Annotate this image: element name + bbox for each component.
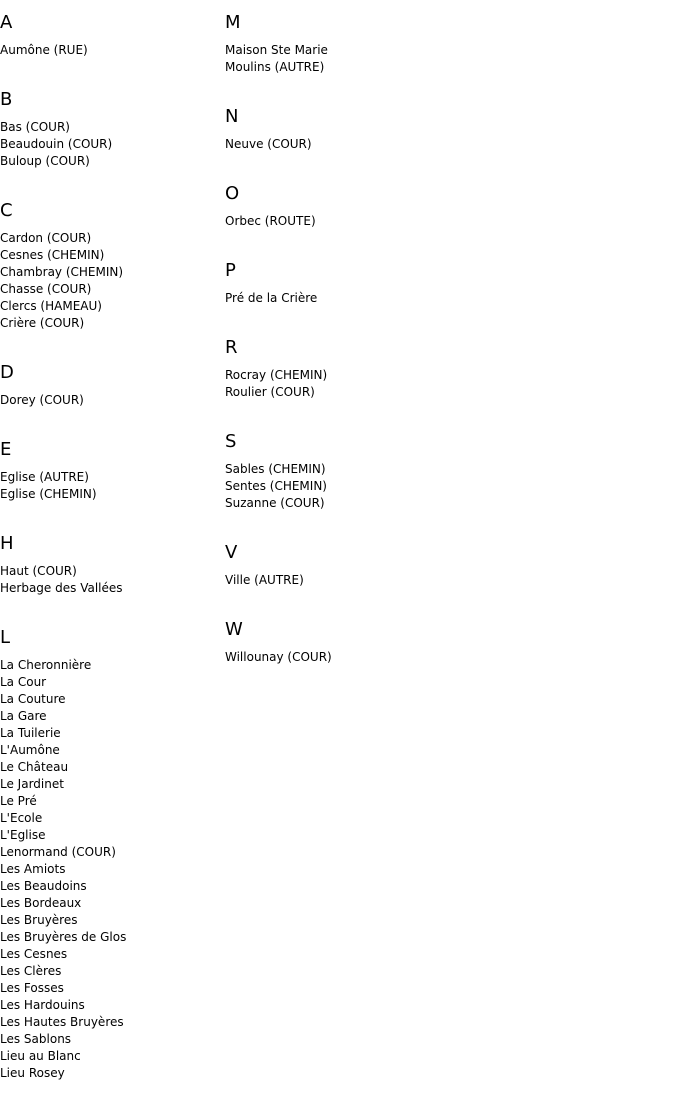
section-letter-heading: L [0,627,11,648]
street-link[interactable]: La Couture [0,692,66,706]
section-letter-heading: V [225,542,238,563]
street-link[interactable]: Cardon (COUR) [0,231,92,245]
street-link[interactable]: Lenormand (COUR) [0,845,116,859]
street-link[interactable]: Suzanne (COUR) [225,496,325,510]
street-link[interactable]: Sables (CHEMIN) [225,462,326,476]
letter-section-c [0,200,220,332]
section-letter-heading: W [225,619,243,640]
street-link[interactable]: Les Amiots [0,862,66,876]
street-link[interactable]: Chasse (COUR) [0,282,92,296]
section-letter-heading: D [0,362,14,383]
street-link[interactable]: Les Cesnes [0,947,68,961]
street-link[interactable]: Les Bordeaux [0,896,82,910]
letter-section-a [0,12,220,59]
street-link[interactable]: Orbec (ROUTE) [225,214,316,228]
street-link[interactable]: Les Bruyères de Glos [0,930,127,944]
street-link[interactable]: Lieu Rosey [0,1066,65,1080]
street-list [225,649,485,666]
street-link[interactable]: Buloup (COUR) [0,154,90,168]
street-link[interactable]: Bas (COUR) [0,120,70,134]
letter-section-b [0,89,220,170]
street-link[interactable]: Maison Ste Marie [225,43,328,57]
street-list [225,367,485,401]
street-link[interactable]: Willounay (COUR) [225,650,332,664]
street-link[interactable]: Haut (COUR) [0,564,77,578]
letter-section-l [0,627,220,1082]
letter-section-h [0,533,220,597]
street-link[interactable]: Les Hardouins [0,998,85,1012]
street-link[interactable]: Rocray (CHEMIN) [225,368,328,382]
street-link[interactable]: Herbage des Vallées [0,581,123,595]
letter-section-s [225,431,485,512]
street-link[interactable]: La Cheronnière [0,658,92,672]
street-link[interactable]: Le Château [0,760,69,774]
letter-section-v [225,542,485,589]
street-link[interactable]: Lieu au Blanc [0,1049,81,1063]
street-link[interactable]: Clercs (HAMEAU) [0,299,102,313]
street-link[interactable]: L'Eglise [0,828,46,842]
street-list [225,290,485,307]
street-link[interactable]: Les Clères [0,964,62,978]
section-letter-heading: R [225,337,238,358]
letter-section-o [225,183,485,230]
street-link[interactable]: Eglise (AUTRE) [0,470,89,484]
street-link[interactable]: La Tuilerie [0,726,61,740]
street-link[interactable]: Neuve (COUR) [225,137,312,151]
street-list [0,392,220,409]
street-list [225,572,485,589]
section-letter-heading: B [0,89,13,110]
street-list [225,461,485,512]
section-letter-heading: M [225,12,241,33]
street-link[interactable]: Moulins (AUTRE) [225,60,325,74]
section-letter-heading: N [225,106,239,127]
street-list [0,469,220,503]
street-link[interactable]: Les Sablons [0,1032,72,1046]
street-link[interactable]: Ville (AUTRE) [225,573,304,587]
street-link[interactable]: Crière (COUR) [0,316,85,330]
section-letter-heading: S [225,431,237,452]
street-link[interactable]: L'Aumône [0,743,60,757]
section-letter-heading: O [225,183,240,204]
street-link[interactable]: Eglise (CHEMIN) [0,487,97,501]
street-list [0,563,220,597]
street-link[interactable]: Cesnes (CHEMIN) [0,248,105,262]
street-link[interactable]: Le Jardinet [0,777,64,791]
letter-section-m [225,12,485,76]
letter-section-e [0,439,220,503]
letter-section-n [225,106,485,153]
street-link[interactable]: Aumône (RUE) [0,43,88,57]
street-index-right-column [225,0,485,696]
letter-section-r [225,337,485,401]
street-link[interactable]: Les Beaudoins [0,879,87,893]
street-link[interactable]: Les Hautes Bruyères [0,1015,124,1029]
street-list [225,213,485,230]
street-link[interactable]: Les Bruyères [0,913,78,927]
street-link[interactable]: Les Fosses [0,981,64,995]
section-letter-heading: A [0,12,13,33]
letter-section-w [225,619,485,666]
street-link[interactable]: Dorey (COUR) [0,393,84,407]
street-list [0,42,220,59]
street-link[interactable]: Roulier (COUR) [225,385,315,399]
street-index-left-column [0,0,220,1112]
street-list [225,136,485,153]
street-link[interactable]: Sentes (CHEMIN) [225,479,327,493]
section-letter-heading: H [0,533,14,554]
street-link[interactable]: La Cour [0,675,47,689]
street-link[interactable]: Pré de la Crière [225,291,318,305]
street-list [0,119,220,170]
section-letter-heading: C [0,200,13,221]
street-link[interactable]: Le Pré [0,794,37,808]
street-list [0,230,220,332]
letter-section-d [0,362,220,409]
section-letter-heading: P [225,260,236,281]
section-letter-heading: E [0,439,12,460]
street-link[interactable]: L'Ecole [0,811,43,825]
street-link[interactable]: La Gare [0,709,47,723]
letter-section-p [225,260,485,307]
street-link[interactable]: Beaudouin (COUR) [0,137,113,151]
street-list [225,42,485,76]
street-link[interactable]: Chambray (CHEMIN) [0,265,124,279]
street-list [0,657,220,1082]
